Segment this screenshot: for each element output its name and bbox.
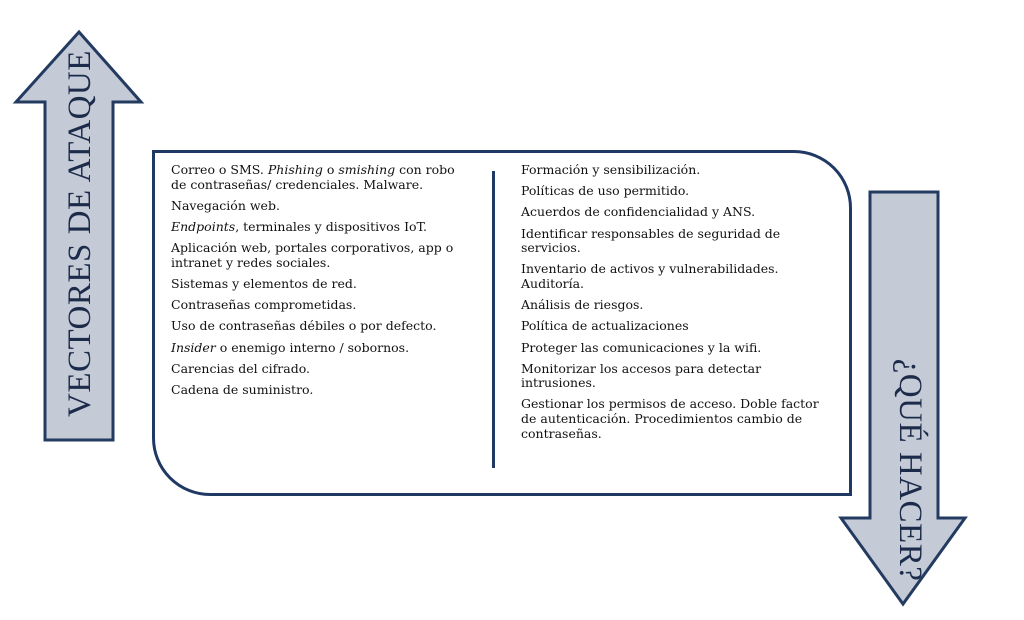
what-to-do-arrow-label: ¿QUÉ HACER?: [892, 358, 928, 582]
item-text: Carencias del cifrado.: [171, 360, 310, 376]
item-text: o: [322, 162, 339, 177]
attack-vectors-list: [171, 163, 471, 404]
what-to-do-list: [521, 163, 821, 448]
item-text: Proteger las comunicaciones y la wifi.: [521, 339, 762, 355]
action-item: [521, 227, 821, 256]
item-text: Análisis de riesgos.: [521, 297, 644, 313]
item-text: Navegación web.: [171, 197, 280, 213]
item-text: Política de actualizaciones: [521, 318, 689, 334]
item-text: Formación y sensibilización.: [521, 162, 701, 177]
content-panel: [152, 150, 852, 496]
attack-vector-item: [171, 383, 471, 398]
attack-vector-item: [171, 163, 471, 192]
item-text: Políticas de uso permitido.: [521, 183, 690, 199]
attack-vector-item: [171, 298, 471, 313]
italic-term: smishing: [338, 162, 396, 177]
italic-term: Insider: [171, 339, 216, 355]
item-text: Inventario de activos y vulnerabilidades. Auditoría.: [521, 261, 779, 291]
action-item: [521, 341, 821, 356]
column-divider: [492, 171, 495, 468]
item-text: con robo de contraseñas/ credenciales. Malware.: [171, 162, 455, 192]
item-text: Monitorizar los accesos para detectar intrusiones.: [521, 360, 762, 391]
item-text: Uso de contraseñas débiles o por defecto.: [171, 318, 437, 334]
action-item: [521, 262, 821, 291]
item-text: Aplicación web, portales corporativos, app o intranet y redes sociales.: [171, 240, 454, 270]
attack-vector-item: [171, 220, 471, 235]
item-text: Cadena de suministro.: [171, 381, 314, 397]
item-text: Contraseñas comprometidas.: [171, 297, 357, 313]
item-text: Acuerdos de confidencialidad y ANS.: [521, 204, 756, 220]
action-item: [521, 298, 821, 313]
action-item: [521, 397, 821, 441]
action-item: [521, 205, 821, 220]
attack-vectors-arrow-label: VECTORES DE ATAQUE: [62, 50, 98, 417]
attack-vector-item: [171, 319, 471, 334]
attack-vector-item: [171, 241, 471, 270]
attack-vector-item: [171, 362, 471, 377]
italic-term: Endpoints: [171, 218, 236, 234]
attack-vector-item: [171, 341, 471, 356]
item-text: Identificar responsables de seguridad de servicios.: [521, 225, 781, 256]
item-text: Correo o SMS.: [171, 162, 268, 177]
item-text: Gestionar los permisos de acceso. Doble factor de autenticación. Procedimientos cambio de contraseñas.: [521, 396, 819, 441]
attack-vector-item: [171, 199, 471, 214]
action-item: [521, 362, 821, 391]
action-item: [521, 319, 821, 334]
attack-vector-item: [171, 277, 471, 292]
italic-term: Phishing: [267, 162, 323, 177]
item-text: Sistemas y elementos de red.: [171, 275, 357, 291]
item-text: o enemigo interno / sobornos.: [215, 339, 410, 355]
action-item: [521, 184, 821, 199]
item-text: , terminales y dispositivos IoT.: [235, 218, 428, 234]
action-item: [521, 163, 821, 178]
